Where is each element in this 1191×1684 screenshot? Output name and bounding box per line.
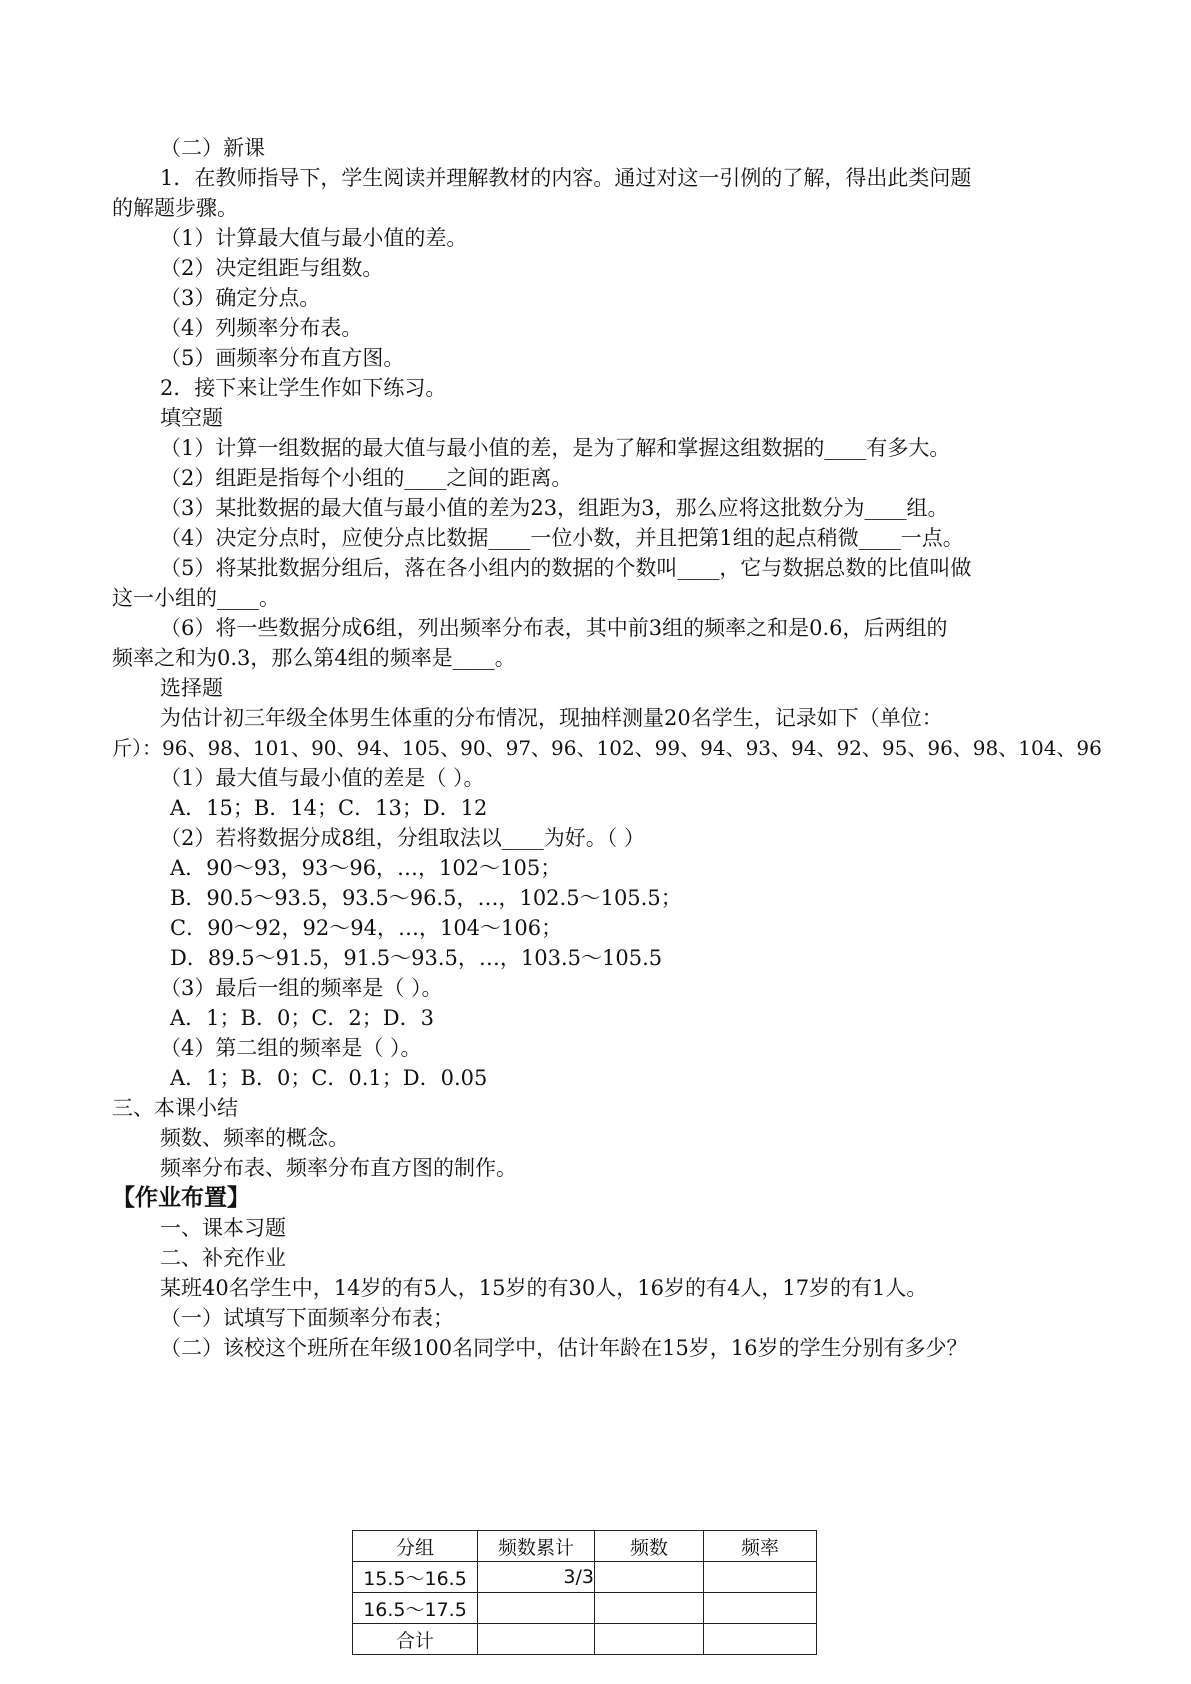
table-cell xyxy=(595,1562,704,1593)
question-line: 这一小组的____。 xyxy=(112,586,280,610)
summary-line: 频数、频率的概念。 xyxy=(160,1126,349,1150)
subheading-fill-blank: 填空题 xyxy=(160,406,223,430)
question-line: （3）某批数据的最大值与最小值的差为23，组距为3，那么应将这批数分为____组。 xyxy=(160,496,949,520)
homework-subitem: （二）该校这个班所在年级100名同学中，估计年龄在15岁，16岁的学生分别有多少？ xyxy=(160,1336,968,1360)
paragraph-line: 1．在教师指导下，学生阅读并理解教材的内容。通过对这一引例的了解，得出此类问题 xyxy=(160,166,972,190)
table-cell xyxy=(704,1624,817,1655)
step-item: （5）画频率分布直方图。 xyxy=(160,346,405,370)
paragraph-line: 的解题步骤。 xyxy=(112,196,238,220)
header-cell: 频数累计 xyxy=(478,1531,595,1562)
homework-item: 一、课本习题 xyxy=(160,1216,286,1240)
question-line: （1）最大值与最小值的差是（ ）。 xyxy=(160,766,485,790)
question-line: （2）若将数据分成8组，分组取法以____为好。（ ） xyxy=(160,826,645,850)
choice-option: D．89.5～91.5，91.5～93.5，…，103.5～105.5 xyxy=(170,946,663,970)
table-row xyxy=(353,1562,817,1593)
paragraph-line: 某班40名学生中，14岁的有5人，15岁的有30人，16岁的有4人，17岁的有1人。 xyxy=(160,1276,928,1300)
question-line: （1）计算一组数据的最大值与最小值的差，是为了解和掌握这组数据的____有多大。 xyxy=(160,436,951,460)
choice-options: A．1；B．0；C．2；D．3 xyxy=(170,1006,434,1030)
table-cell: 15.5～16.5 xyxy=(353,1562,478,1593)
question-line: （2）组距是指每个小组的____之间的距离。 xyxy=(160,466,573,490)
question-line: 频率之和为0.3，那么第4组的频率是____。 xyxy=(112,646,516,670)
subheading-multiple-choice: 选择题 xyxy=(160,676,223,700)
table-cell: 16.5～17.5 xyxy=(353,1593,478,1624)
table-cell xyxy=(704,1562,817,1593)
homework-item: 二、补充作业 xyxy=(160,1246,286,1270)
question-line: （4）决定分点时，应使分点比数据____一位小数，并且把第1组的起点稍微____一点。 xyxy=(160,526,964,550)
step-item: （1）计算最大值与最小值的差。 xyxy=(160,226,468,250)
table-row xyxy=(353,1593,817,1624)
step-item: （3）确定分点。 xyxy=(160,286,321,310)
header-cell: 频数 xyxy=(595,1531,704,1562)
table-cell xyxy=(595,1624,704,1655)
question-line: （4）第二组的频率是（ ）。 xyxy=(160,1036,422,1060)
step-item: （4）列频率分布表。 xyxy=(160,316,363,340)
table-row xyxy=(353,1624,817,1655)
paragraph-line: 2．接下来让学生作如下练习。 xyxy=(160,376,447,400)
table-cell xyxy=(595,1593,704,1624)
homework-subitem: （一）试填写下面频率分布表； xyxy=(160,1306,454,1330)
table-header-row xyxy=(353,1531,817,1562)
paragraph-line: 为估计初三年级全体男生体重的分布情况，现抽样测量20名学生，记录如下（单位： xyxy=(160,706,943,730)
question-line: （3）最后一组的频率是（ ）。 xyxy=(160,976,443,1000)
question-line: （6）将一些数据分成6组，列出频率分布表，其中前3组的频率之和是0.6，后两组的 xyxy=(160,616,948,640)
table-cell xyxy=(478,1593,595,1624)
step-item: （2）决定组距与组数。 xyxy=(160,256,384,280)
summary-line: 频率分布表、频率分布直方图的制作。 xyxy=(160,1156,517,1180)
choice-option: B．90.5～93.5，93.5～96.5，…，102.5～105.5； xyxy=(170,886,682,910)
header-cell: 频率 xyxy=(704,1531,817,1562)
section-heading-new-lesson: （二）新课 xyxy=(160,136,265,160)
table-cell xyxy=(478,1624,595,1655)
choice-option: C．90～92，92～94，…，104～106； xyxy=(170,916,563,940)
choice-options: A．15；B．14；C．13；D．12 xyxy=(170,796,488,820)
choice-options: A．1；B．0；C．0.1；D．0.05 xyxy=(170,1066,488,1090)
table-cell: 3/3 xyxy=(478,1562,595,1593)
frequency-distribution-table xyxy=(352,1530,817,1655)
choice-option: A．90～93，93～96，…，102～105； xyxy=(170,856,562,880)
table-cell xyxy=(704,1593,817,1624)
table-cell: 合计 xyxy=(353,1624,478,1655)
section-heading-summary: 三、本课小结 xyxy=(112,1096,238,1120)
question-line: （5）将某批数据分组后，落在各小组内的数据的个数叫____，它与数据总数的比值叫做 xyxy=(160,556,972,580)
header-cell: 分组 xyxy=(353,1531,478,1562)
section-heading-homework: 【作业布置】 xyxy=(112,1184,250,1211)
data-list-line: 斤）：96、98、101、90、94、105、90、97、96、102、99、94、93、94、92、95、96、98、104、96 xyxy=(112,736,1102,760)
